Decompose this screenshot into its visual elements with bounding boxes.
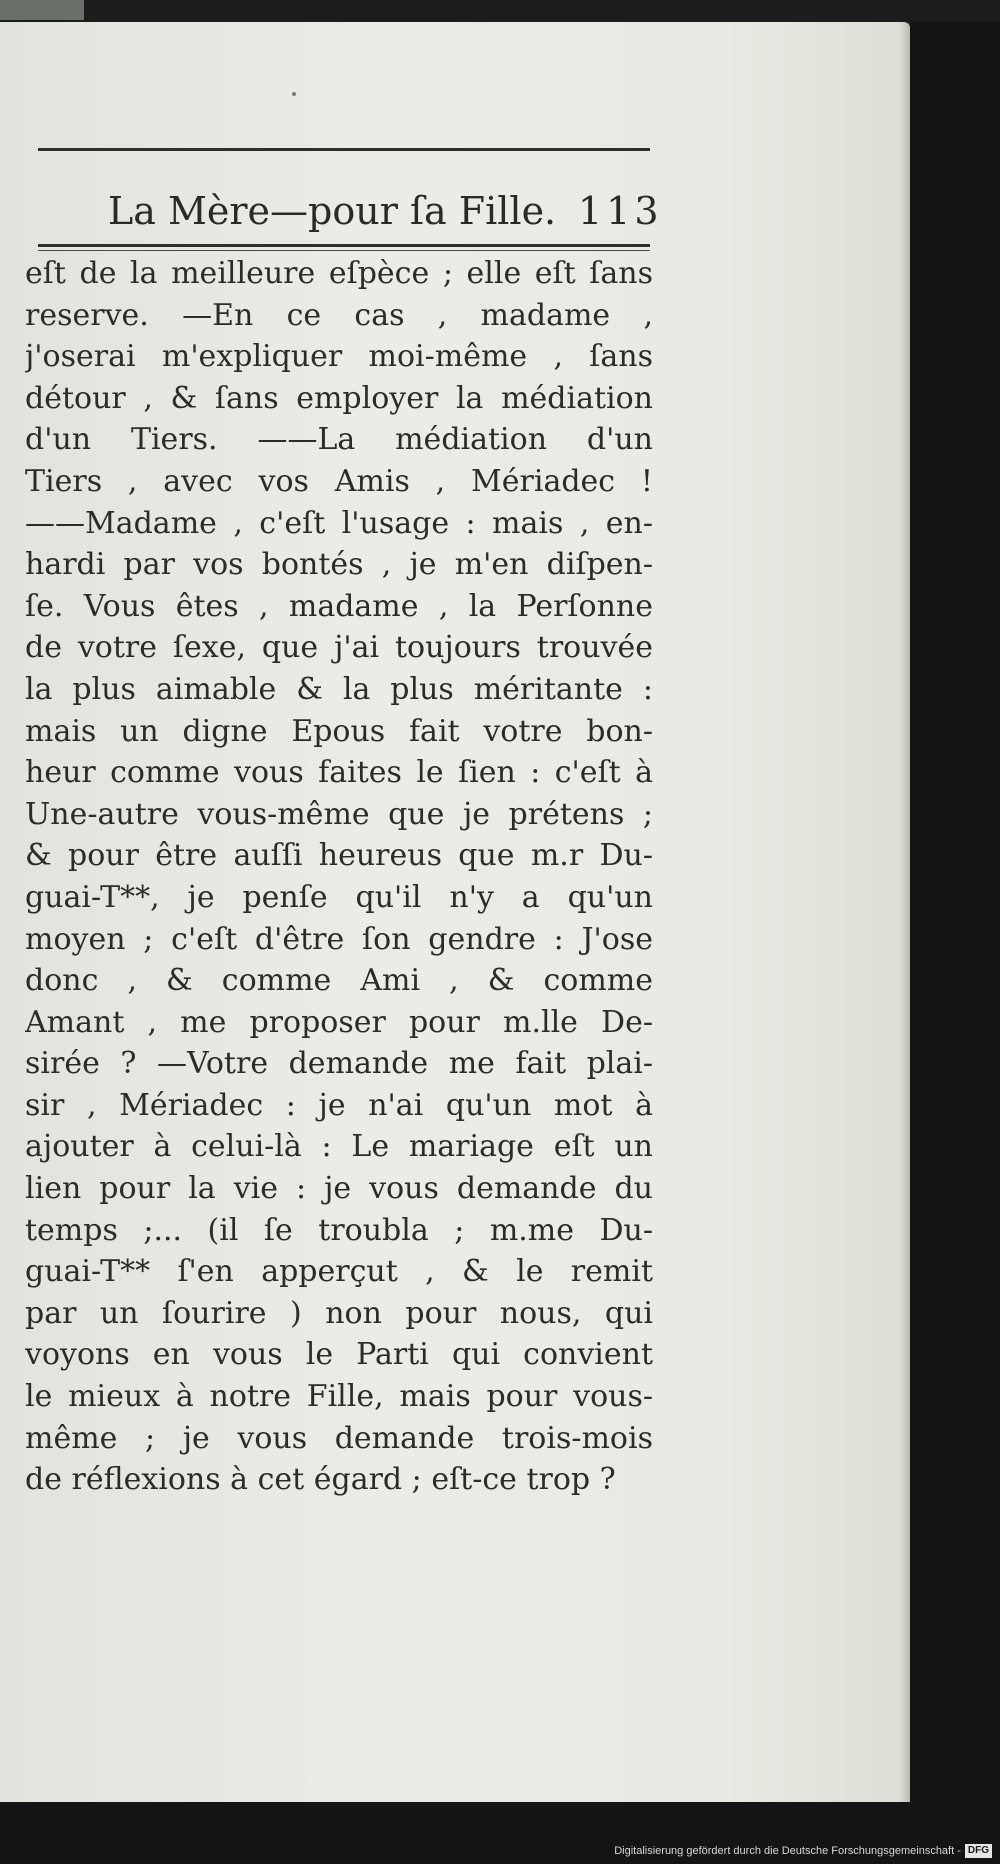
text-line: ajouter à celui-là : Le mariage eſt un [25, 1129, 653, 1165]
paper-speck [292, 92, 296, 96]
text-line: mais un digne Epous fait votre bon- [25, 713, 653, 749]
text-line: guai-T** ſ'en apperçut , & le remit [25, 1254, 653, 1290]
credit-text: Digitalisierung gefördert durch die Deutsche Forschungsgemeinschaft - [614, 1845, 961, 1857]
text-line: par un ſourire ) non pour nous, qui [25, 1295, 653, 1331]
text-line: hardi par vos bontés , je m'en diſpen- [25, 547, 653, 583]
text-line: la plus aimable & la plus méritante : [25, 671, 653, 707]
text-line: ſe. Vous êtes , madame , la Perſonne [25, 588, 653, 624]
text-line: lien pour la vie : je vous demande du [25, 1171, 653, 1207]
digitization-credit [614, 1842, 992, 1860]
text-line: le mieux à notre Fille, mais pour vous- [25, 1379, 653, 1415]
text-line: même ; je vous demande trois-mois [25, 1420, 653, 1456]
text-line: Tiers , avec vos Amis , Mériadec ! [25, 463, 653, 499]
page-edge-shadow [900, 22, 910, 1802]
scan-corner-tab [0, 0, 84, 20]
scan-top-strip [0, 0, 1000, 22]
dfg-logo: DFG [965, 1844, 992, 1858]
text-line: Amant , me proposer pour m.lle De- [25, 1004, 653, 1040]
header-rule-bottom [38, 244, 650, 247]
text-line: Une-autre vous-même que je prétens ; [25, 796, 653, 832]
running-head-title: La Mère—pour ſa Fille. [108, 189, 557, 233]
text-line: voyons en vous le Parti qui convient [25, 1337, 653, 1373]
text-line: ——Madame , c'eſt l'usage : mais , en- [25, 505, 653, 541]
text-line: & pour être auſſi heureus que m.r Du- [25, 838, 653, 874]
header-rule-bottom-thin [38, 250, 650, 251]
text-line: sirée ? —Votre demande me fait plai- [25, 1046, 653, 1082]
text-line: de réflexions à cet égard ; eſt-ce trop ? [25, 1462, 616, 1498]
text-line: j'oserai m'expliquer moi-même , ſans [25, 339, 653, 375]
body-text [25, 253, 653, 1501]
text-line: moyen ; c'eſt d'être ſon gendre : J'ose [25, 921, 653, 957]
running-head [108, 186, 663, 236]
text-line: sir , Mériadec : je n'ai qu'un mot à [25, 1087, 653, 1123]
text-line: d'un Tiers. ——La médiation d'un [25, 422, 653, 458]
text-line: de votre ſexe, que j'ai toujours trouvée [25, 630, 653, 666]
text-line: détour , & ſans employer la médiation [25, 380, 653, 416]
text-line: heur comme vous faites le ſien : c'eſt à [25, 755, 653, 791]
text-line: guai-T**, je penſe qu'il n'y a qu'un [25, 879, 653, 915]
text-line: reserve. —En ce cas , madame , [25, 297, 653, 333]
page-number: 113 [578, 189, 663, 233]
text-line: temps ;... (il ſe troubla ; m.me Du- [25, 1212, 653, 1248]
header-rule-top [38, 148, 650, 151]
text-line: eſt de la meilleure eſpèce ; elle eſt ſans [25, 256, 653, 291]
text-line: donc , & comme Ami , & comme [25, 963, 653, 999]
